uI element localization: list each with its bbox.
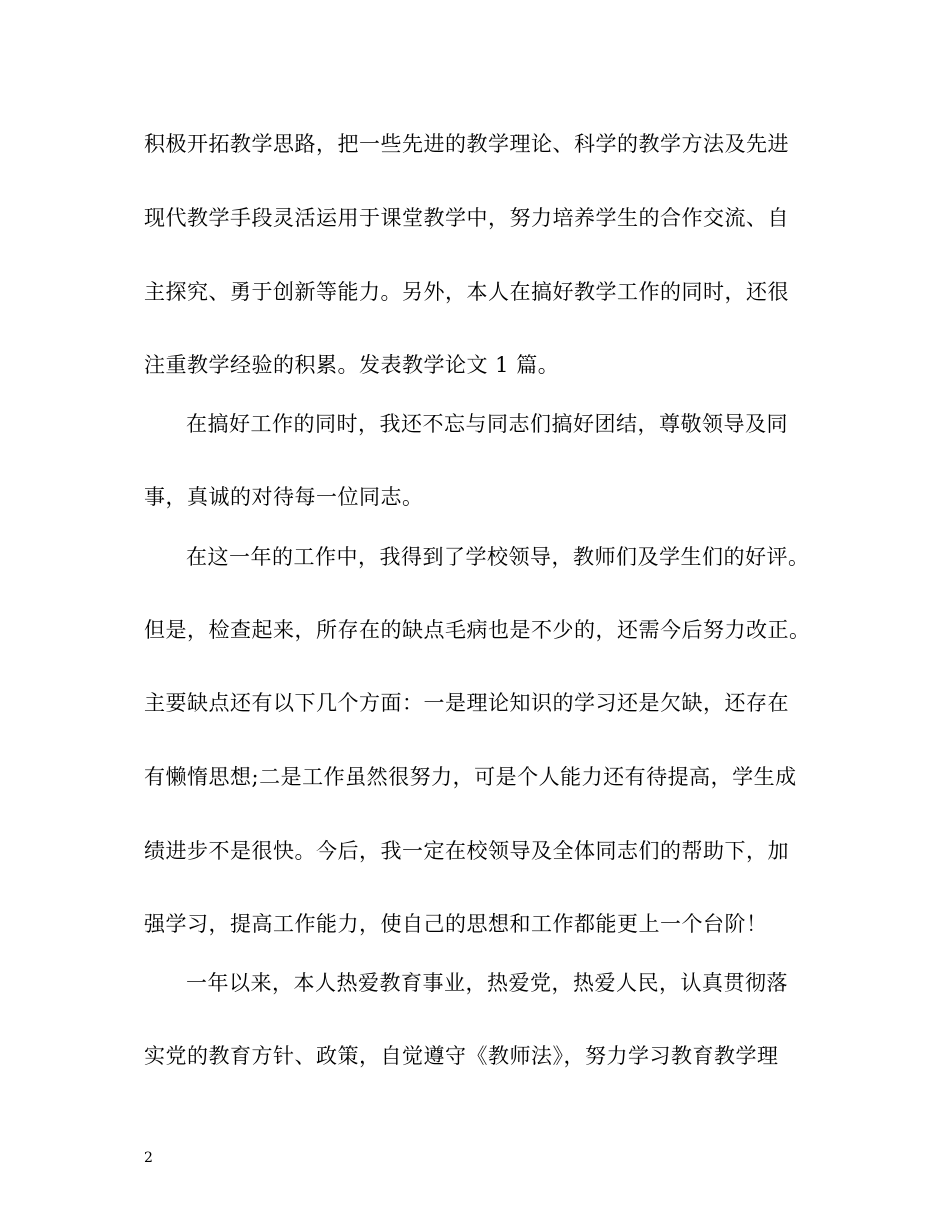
text-line: 事，真诚的对待每一位同志。 xyxy=(144,485,424,509)
text-line: 但是，检查起来，所存在的缺点毛病也是不少的，还需今后努力改正。 xyxy=(144,618,811,642)
text-line: 强学习，提高工作能力，使自己的思想和工作都能更上一个台阶！ xyxy=(144,912,768,936)
text-line: 注重教学经验的积累。发表教学论文 1 篇。 xyxy=(144,353,560,377)
text-line: 实党的教育方针、政策，自觉遵守《教师法》，努力学习教育教学理 xyxy=(144,1044,779,1068)
text-line: 绩进步不是很快。今后，我一定在校领导及全体同志们的帮助下，加 xyxy=(144,839,789,863)
page-number: 2 xyxy=(144,1150,153,1166)
text-line: 主探究、勇于创新等能力。另外，本人在搞好教学工作的同时，还很 xyxy=(144,280,789,304)
text-line: 在搞好工作的同时，我还不忘与同志们搞好团结，尊敬领导及同 xyxy=(186,412,788,436)
text-line: 有懒惰思想;二是工作虽然很努力，可是个人能力还有待提高，学生成 xyxy=(144,765,797,789)
text-line: 一年以来，本人热爱教育事业，热爱党，热爱人民，认真贯彻落 xyxy=(186,971,788,995)
text-line: 主要缺点还有以下几个方面：一是理论知识的学习还是欠缺，还存在 xyxy=(144,691,789,715)
text-line: 现代教学手段灵活运用于课堂教学中，努力培养学生的合作交流、自 xyxy=(144,206,789,230)
text-line: 积极开拓教学思路，把一些先进的教学理论、科学的教学方法及先进 xyxy=(144,132,789,156)
text-line: 在这一年的工作中，我得到了学校领导，教师们及学生们的好评。 xyxy=(186,545,810,569)
